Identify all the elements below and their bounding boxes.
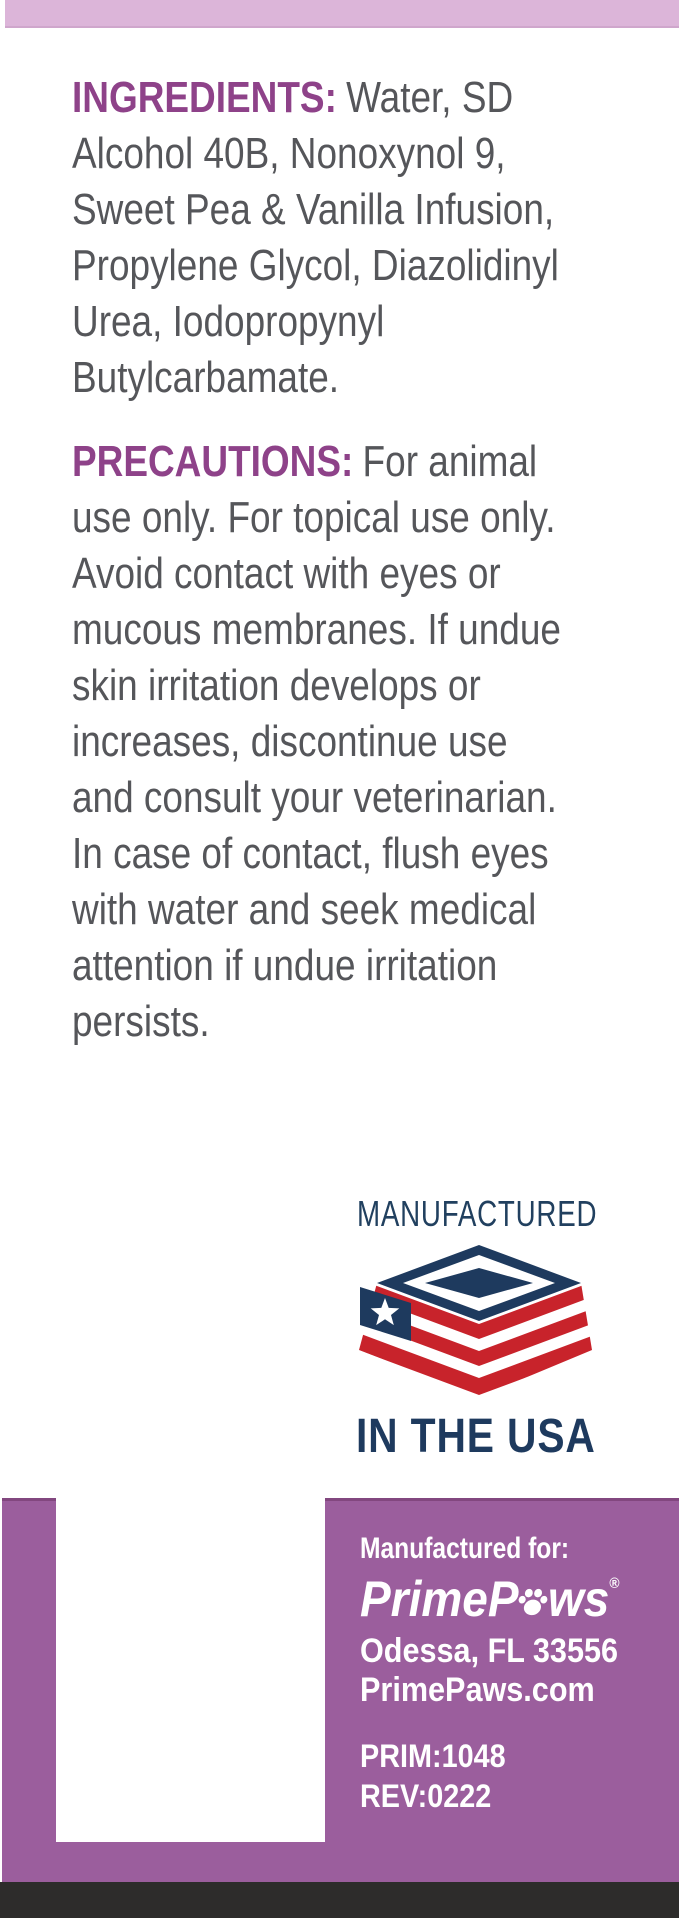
paw-icon [516, 1586, 550, 1618]
precautions-line: with water and seek medical [72, 885, 537, 934]
precautions-line: skin irritation develops or [72, 661, 481, 710]
precautions-line: mucous membranes. If undue [72, 605, 561, 654]
manufacturer-website: PrimePaws.com [360, 1671, 595, 1709]
precautions-line: Avoid contact with eyes or [72, 549, 501, 598]
brand-ws: ws [547, 1571, 610, 1627]
precautions-line: increases, discontinue use [72, 717, 508, 766]
bottom-dark-bar [0, 1882, 679, 1918]
usa-flag-cube-icon [357, 1243, 594, 1401]
precautions-line: persists. [72, 997, 210, 1046]
ingredients-line: Alcohol 40B, Nonoxynol 9, [72, 129, 506, 178]
brand-prime: Prime [360, 1571, 488, 1627]
manufacturer-address: Odessa, FL 33556 [360, 1632, 619, 1670]
precautions-line: attention if undue irritation [72, 941, 498, 990]
precautions-line: and consult your veterinarian. [72, 773, 557, 822]
ingredients-line: Sweet Pea & Vanilla Infusion, [72, 185, 555, 234]
manufactured-for-label: Manufactured for: [360, 1532, 570, 1565]
precautions-line: use only. For topical use only. [72, 493, 556, 542]
ingredients-paragraph [72, 70, 559, 406]
top-pink-band [5, 0, 679, 28]
precautions-heading: PRECAUTIONS: [72, 437, 354, 486]
precautions-paragraph [72, 434, 561, 1050]
precautions-line [72, 434, 561, 490]
brand-p: P [487, 1571, 519, 1627]
ingredients-line: Butylcarbamate. [72, 353, 340, 402]
ingredients-heading: INGREDIENTS: [72, 73, 337, 122]
ingredients-text: Water, SD [346, 73, 514, 122]
prim-code: PRIM:1048 [360, 1738, 506, 1774]
manufactured-label: MANUFACTURED [357, 1193, 598, 1234]
precautions-text: For animal [362, 437, 538, 486]
rev-code: REV:0222 [360, 1778, 492, 1814]
ingredients-line: Propylene Glycol, Diazolidinyl [72, 241, 559, 290]
precautions-line: In case of contact, flush eyes [72, 829, 549, 878]
ingredients-line [72, 70, 559, 126]
blank-label-area [56, 1498, 325, 1842]
in-the-usa-label: IN THE USA [356, 1410, 596, 1463]
ingredients-line: Urea, Iodopropynyl [72, 297, 385, 346]
primepaws-logo [360, 1570, 620, 1628]
registered-trademark-icon: ® [609, 1575, 620, 1592]
